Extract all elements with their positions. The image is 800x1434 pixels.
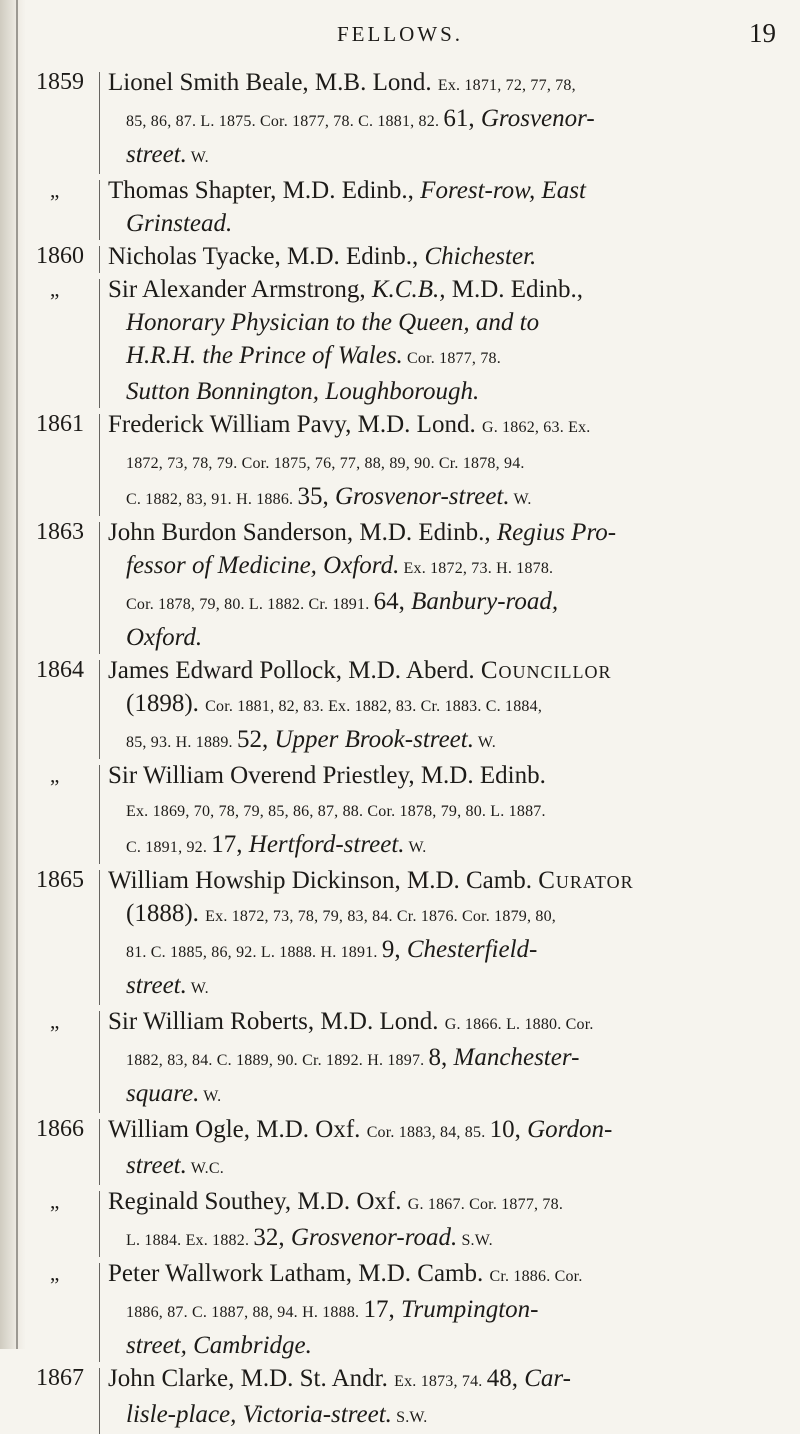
column-rule (99, 1119, 100, 1185)
fellow-name-line (108, 1005, 796, 1041)
election-year: „ (50, 763, 60, 787)
fellow-detail-line (108, 1221, 796, 1257)
entry-text: James Edward Pollock, M.D. Aberd. (108, 657, 481, 684)
page-header (0, 18, 800, 58)
election-year: 1864 (36, 657, 84, 683)
column-rule (99, 180, 100, 240)
fellow-detail-line (108, 933, 796, 969)
office-record-text: 1872, 73, 78, 79. Cor. 1875, 76, 77, 88, 89, 90. Cr. 1878, 94. (126, 455, 525, 472)
office-record-text: G. 1866. L. 1880. Cor. (444, 1016, 594, 1033)
column-rule (99, 1191, 100, 1257)
fellow-entry (36, 273, 796, 408)
entry-text: 61, (443, 105, 481, 132)
fellow-name-line (108, 240, 796, 273)
entry-text: William Howship Dickinson, M.D. Camb. (108, 867, 539, 894)
fellow-entry (36, 174, 796, 240)
office-record-text: Cr. 1886. Cor. (489, 1268, 583, 1285)
entry-text: Sir William Overend Priestley, M.D. Edinb. (108, 762, 546, 789)
election-year: 1860 (36, 243, 84, 269)
address-text: street, Cambridge. (126, 1332, 312, 1359)
fellow-name-line (108, 408, 796, 444)
fellow-detail-line (108, 1293, 796, 1329)
fellow-entry (36, 1113, 796, 1185)
office-record-text: 85, 93. H. 1889. (126, 734, 237, 751)
address-text: Upper Brook-street. (274, 726, 474, 753)
address-text: Grosvenor-road. (290, 1224, 458, 1251)
column-rule (99, 1011, 100, 1113)
office-record-text: W. (186, 980, 209, 997)
office-record-text: W. (473, 734, 496, 751)
fellow-name-line (108, 516, 796, 549)
entry-text: Reginald Southey, M.D. Oxf. (108, 1188, 408, 1215)
office-record-text: W.C. (186, 1160, 224, 1177)
fellow-detail-line (108, 1329, 796, 1362)
fellow-name-line (108, 759, 796, 792)
office-record-text: C. 1891, 92. (126, 839, 212, 856)
office-record-text: G. 1862, 63. Ex. (481, 419, 591, 436)
column-rule (99, 414, 100, 516)
column-rule (99, 1263, 100, 1362)
office-record-text: Ex. 1872, 73, 78, 79, 83, 84. Cr. 1876. Cor. 1879, 80, (205, 908, 556, 925)
address-text: Forest-row, East (420, 177, 586, 204)
address-text: Trumpington- (400, 1296, 539, 1323)
office-record-text: 85, 86, 87. L. 1875. Cor. 1877, 78. C. 1881, 82. (126, 113, 444, 130)
entry-text: (1888). (126, 900, 206, 927)
office-record-text: G. 1867. Cor. 1877, 78. (407, 1196, 564, 1213)
entry-text: 17, (363, 1296, 401, 1323)
election-year: 1863 (36, 519, 84, 545)
fellow-detail-line (108, 339, 796, 375)
office-record-text: C. 1882, 83, 91. H. 1886. (126, 491, 298, 508)
fellow-name-line (108, 273, 796, 306)
address-text: Car- (524, 1365, 571, 1392)
address-text: lisle-place, Victoria-street. (126, 1401, 392, 1428)
office-title-text: Councillor (480, 657, 612, 684)
office-record-text: S.W. (391, 1409, 428, 1426)
office-record-text: 81. C. 1885, 86, 92. L. 1888. H. 1891. (126, 944, 382, 961)
election-year: 1865 (36, 867, 84, 893)
address-text: Oxford. (126, 624, 203, 651)
address-text: Honorary Physician to the Queen, and to (126, 309, 540, 336)
fellow-entry (36, 654, 796, 759)
election-year: „ (50, 1261, 60, 1285)
address-text: square. (126, 1080, 200, 1107)
fellow-detail-line (108, 897, 796, 933)
fellow-name-line (108, 864, 796, 897)
entry-text: (1898). (126, 690, 206, 717)
entry-text: M.D. Edinb., (445, 276, 583, 303)
office-record-text: Cor. 1881, 82, 83. Ex. 1882, 83. Cr. 1883. C. 1884, (205, 698, 543, 715)
entry-text: 52, (236, 726, 275, 753)
office-record-text: W. (186, 149, 209, 166)
office-record-text: Cor. 1877, 78. (402, 350, 501, 367)
fellow-entry (36, 1257, 796, 1362)
fellow-detail-line (108, 480, 796, 516)
office-record-text: 1882, 83, 84. C. 1889, 90. Cr. 1892. H. 1897. (126, 1052, 429, 1069)
entry-text: William Ogle, M.D. Oxf. (108, 1116, 367, 1143)
column-rule (99, 246, 100, 273)
address-text: Gordon- (527, 1116, 613, 1143)
column-rule (99, 72, 100, 174)
fellow-name-line (108, 1113, 796, 1149)
running-title: FELLOWS. (336, 22, 464, 46)
fellows-list (36, 66, 796, 1434)
office-record-text: 1886, 87. C. 1887, 88, 94. H. 1888. (126, 1304, 364, 1321)
column-rule (99, 279, 100, 408)
election-year: „ (50, 1009, 60, 1033)
entry-text: Frederick William Pavy, M.D. Lond. (108, 411, 482, 438)
address-text: Sutton Bonnington, Loughborough. (126, 378, 480, 405)
election-year: „ (50, 1189, 60, 1213)
office-record-text: L. 1884. Ex. 1882. (126, 1232, 254, 1249)
entry-text: Thomas Shapter, M.D. Edinb., (108, 177, 421, 204)
fellow-name-line (108, 1257, 796, 1293)
election-year: „ (50, 277, 60, 301)
entry-text: 48, (486, 1365, 525, 1392)
entry-text: 9, (381, 936, 407, 963)
entry-text: Sir William Roberts, M.D. Lond. (108, 1008, 445, 1035)
fellow-detail-line (108, 723, 796, 759)
address-text: Banbury-road, (411, 588, 559, 615)
address-text: Manchester- (453, 1044, 580, 1071)
book-binding-edge (0, 0, 26, 1349)
fellow-detail-line (108, 207, 796, 240)
address-text: street. (126, 972, 187, 999)
fellow-detail-line (108, 444, 796, 480)
column-rule (99, 660, 100, 759)
address-text: K.C.B., (371, 276, 446, 303)
fellow-entry (36, 1185, 796, 1257)
fellow-entry (36, 66, 796, 174)
fellow-detail-line (108, 585, 796, 621)
entry-text: 17, (211, 831, 249, 858)
address-text: Chesterfield- (406, 936, 538, 963)
fellow-detail-line (108, 1398, 796, 1434)
address-text: Chichester. (424, 243, 537, 270)
address-text: street. (126, 141, 187, 168)
fellow-entry (36, 864, 796, 1005)
binding-line (16, 0, 18, 1349)
fellow-detail-line (108, 1149, 796, 1185)
fellow-entry (36, 1362, 796, 1434)
fellow-entry (36, 516, 796, 654)
address-text: Grosvenor-street. (334, 483, 510, 510)
fellow-name-line (108, 1362, 796, 1398)
entry-text: Nicholas Tyacke, M.D. Edinb., (108, 243, 425, 270)
office-record-text: Cor. 1883, 84, 85. (366, 1124, 490, 1141)
entry-text: John Burdon Sanderson, M.D. Edinb., (108, 519, 497, 546)
office-record-text: Ex. 1873, 74. (394, 1373, 487, 1390)
fellow-name-line (108, 654, 796, 687)
office-record-text: Ex. 1872, 73. H. 1878. (399, 560, 554, 577)
fellow-detail-line (108, 1041, 796, 1077)
election-year: 1859 (36, 69, 84, 95)
entry-text: 10, (489, 1116, 528, 1143)
column-rule (99, 1368, 100, 1434)
office-title-text: Curator (538, 867, 634, 894)
address-text: fessor of Medicine, Oxford. (126, 552, 400, 579)
office-record-text: W. (404, 839, 427, 856)
entry-text: 32, (253, 1224, 291, 1251)
column-rule (99, 765, 100, 864)
election-year: 1867 (36, 1365, 84, 1391)
address-text: Hertford-street. (248, 831, 405, 858)
entry-text: Lionel Smith Beale, M.B. Lond. (108, 69, 438, 96)
fellow-detail-line (108, 1077, 796, 1113)
office-record-text: Cor. 1878, 79, 80. L. 1882. Cr. 1891. (126, 596, 374, 613)
office-record-text: W. (509, 491, 532, 508)
office-record-text: Ex. 1871, 72, 77, 78, (437, 77, 576, 94)
entry-text: John Clarke, M.D. St. Andr. (108, 1365, 395, 1392)
fellow-detail-line (108, 306, 796, 339)
column-rule (99, 870, 100, 1005)
fellow-detail-line (108, 138, 796, 174)
office-record-text: W. (199, 1088, 222, 1105)
fellow-detail-line (108, 621, 796, 654)
election-year: „ (50, 178, 60, 202)
office-record-text: S.W. (457, 1232, 493, 1249)
column-rule (99, 522, 100, 654)
fellow-entry (36, 759, 796, 864)
address-text: Grinstead. (126, 210, 233, 237)
address-text: H.R.H. the Prince of Wales. (126, 342, 403, 369)
address-text: street. (126, 1152, 187, 1179)
fellow-name-line (108, 174, 796, 207)
election-year: 1861 (36, 411, 84, 437)
election-year: 1866 (36, 1116, 84, 1142)
fellow-detail-line (108, 102, 796, 138)
fellow-entry (36, 408, 796, 516)
fellow-detail-line (108, 828, 796, 864)
page-number: 19 (749, 18, 776, 48)
fellow-detail-line (108, 969, 796, 1005)
fellow-name-line (108, 1185, 796, 1221)
fellow-detail-line (108, 792, 796, 828)
entry-text: 8, (428, 1044, 454, 1071)
office-record-text: Ex. 1869, 70, 78, 79, 85, 86, 87, 88. Cor. 1878, 79, 80. L. 1887. (126, 803, 546, 820)
entry-text: 35, (297, 483, 335, 510)
fellow-detail-line (108, 549, 796, 585)
entry-text: Peter Wallwork Latham, M.D. Camb. (108, 1260, 490, 1287)
fellow-detail-line (108, 687, 796, 723)
address-text: Grosvenor- (480, 105, 595, 132)
fellow-entry (36, 240, 796, 273)
fellow-name-line (108, 66, 796, 102)
fellow-entry (36, 1005, 796, 1113)
entry-text: Sir Alexander Armstrong, (108, 276, 372, 303)
address-text: Regius Pro- (496, 519, 617, 546)
fellow-detail-line (108, 375, 796, 408)
entry-text: 64, (373, 588, 412, 615)
